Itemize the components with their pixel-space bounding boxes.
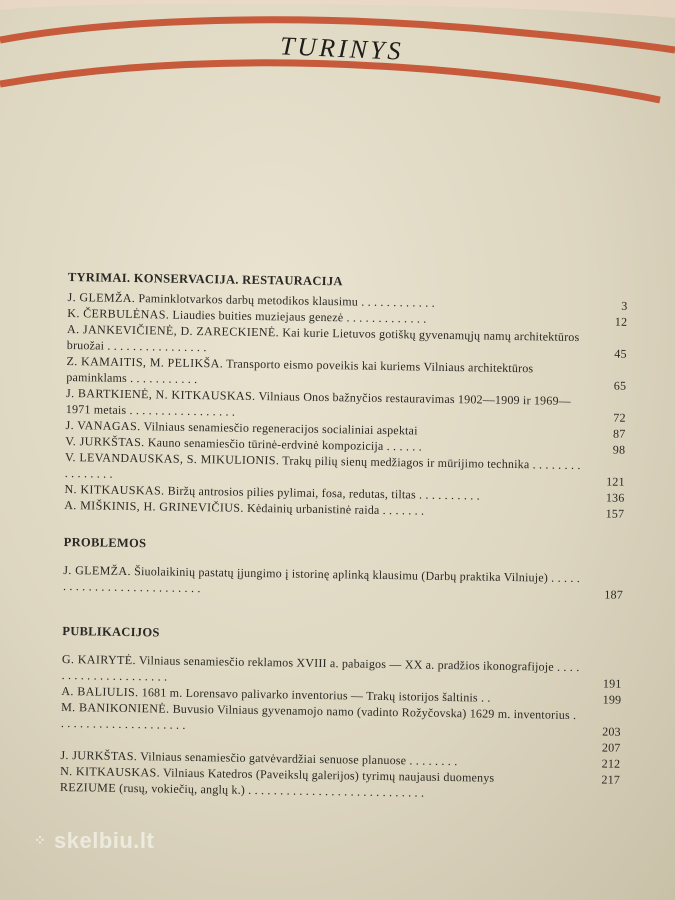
entry-author: J. GLEMŽA. — [67, 289, 136, 306]
entry-author: Z. KAMAITIS, M. PELIKŠA. — [66, 353, 224, 371]
toc-entry: N. KITKAUSKAS. Biržų antrosios pilies pylimai, fosa, redutas, tiltas . . . . . . . . . . 136 — [64, 481, 625, 505]
watermark-dots-icon: ⁘ — [34, 832, 47, 848]
entry-author: J. VANAGAS. — [65, 417, 141, 434]
entry-title: Trakų pilių sienų medžiagos ir mūrijimo technika — [282, 453, 530, 472]
toc-entry: A. MIŠKINIS, H. GRINEVIČIUS. Kėdainių urbanistinė raida . . . . . . . 157 — [64, 497, 625, 521]
entry-title: Vilniaus senamiesčio reklamos XVIII a. pabaigos — XX a. pradžios ikonografijoje — [138, 653, 554, 674]
entry-page: 72 — [613, 410, 626, 425]
entry-author: N. KITKAUSKAS. — [64, 481, 165, 498]
entry-title: Transporto eismo poveikis kai kuriems Vilniaus architektūros paminklams — [66, 356, 534, 385]
entry-title: (rusų, vokiečių, anglų k.) — [119, 780, 246, 797]
entry-page: 65 — [613, 378, 627, 393]
entry-author: N. KITKAUSKAS. — [60, 763, 161, 780]
toc-entry: M. BANIKONIENĖ. Buvusio Vilniaus gyvenamojo namo (vadinto Rožyčovska) 1629 m. inventorius . . . . . . . . . . . . . . . . . . . . . 203 — [60, 699, 621, 739]
entry-author: J. JURKŠTAS. — [60, 747, 138, 764]
entry-page: 3 — [621, 298, 628, 313]
toc-entry: K. ČERBULĖNAS. Liaudies buities muziejaus genezė . . . . . . . . . . . . . 12 — [67, 305, 628, 329]
entry-author: M. BANIKONIENĖ. — [61, 699, 170, 716]
entry-title: Paminklotvarkos darbų metodikos klausimu — [138, 291, 359, 309]
toc-entry: G. KAIRYTĖ. Vilniaus senamiesčio reklamos XVIII a. pabaigos — XX a. pradžios ikonografijoje . . . . . . . . . . . . . . . . . . . . . 191 — [61, 651, 622, 691]
toc-entry: Z. KAMAITIS, M. PELIKŠA. Transporto eismo poveikis kai kuriems Vilniaus architektūros paminklams . . . . . . . . . . . 65 — [66, 353, 627, 393]
watermark-text: skelbiu.lt — [54, 828, 155, 853]
entry-page: 87 — [612, 426, 626, 441]
toc-entry: J. GLEMŽA. Paminklotvarkos darbų metodikos klausimu . . . . . . . . . . . . 3 — [67, 289, 628, 313]
entry-author: A. MIŠKINIS, H. GRINEVIČIUS. — [64, 497, 244, 515]
watermark-logo — [34, 828, 155, 854]
toc-entry: A. JANKEVIČIENĖ, D. ZARECKIENĖ. Kai kurie Lietuvos gotiškų gyvenamųjų namų architektūros bruožai . . . . . . . . . . . . . . . . 45 — [66, 321, 627, 361]
toc-entry: V. JURKŠTAS. Kauno senamiesčio tūrinė-erdvinė kompozicija . . . . . . 98 — [65, 433, 626, 457]
entry-author: J. GLEMŽA. — [63, 562, 132, 579]
entry-author: V. LEVANDAUSKAS, S. MIKULIONIS. — [64, 449, 280, 468]
toc-entry: J. GLEMŽA. Šiuolaikinių pastatų įjungimo į istorinę aplinką klausimu (Darbų praktika Vilniuje) . . . . . . . . . . . . . . . . . . . . . . . . . . . 187 — [62, 562, 624, 602]
section-title-research: TYRIMAI. KONSERVACIJA. RESTAURACIJA — [67, 270, 343, 289]
entry-title: Liaudies buities muziejaus genezė — [172, 307, 344, 325]
page-title: TURINYS — [279, 31, 405, 66]
entry-title: Vilniaus senamiesčio gatvėvardžiai senuose planuose — [140, 749, 407, 768]
entry-author: G. KAIRYTĖ. — [61, 651, 137, 668]
entry-page: 12 — [614, 314, 628, 329]
entry-page: 157 — [605, 506, 625, 521]
toc-entry: A. BALIULIS. 1681 m. Lorensavo palivarko inventorius — Trakų istorijos šaltinis . . 199 — [61, 683, 622, 707]
entry-author: REZIUME — [59, 779, 117, 795]
entry-page: 207 — [601, 740, 621, 755]
entry-page: 217 — [601, 772, 621, 787]
top-stripe-light — [0, 0, 675, 18]
entry-title: Kai kurie Lietuvos gotiškų gyvenamųjų namų architektūros bruožai — [66, 325, 580, 353]
section-title-publications: PUBLIKACIJOS — [62, 623, 160, 640]
entry-page: 199 — [602, 692, 622, 707]
entry-author: J. BARTKIENĖ, N. KITKAUSKAS. — [65, 385, 256, 403]
entry-author: K. ČERBULĖNAS. — [67, 305, 170, 322]
entry-page: 212 — [601, 756, 621, 771]
entry-page: 136 — [605, 490, 625, 505]
entry-title: Biržų antrosios pilies pylimai, fosa, redutas, tiltas — [167, 483, 417, 502]
entry-title: Buvusio Vilniaus gyvenamojo namo (vadinto Rožyčovska) 1629 m. inventorius — [172, 701, 571, 722]
bottom-stripe — [0, 63, 660, 100]
entry-page: 203 — [602, 724, 621, 739]
entry-page: 121 — [606, 474, 625, 489]
table-of-contents — [60, 270, 628, 804]
entry-title: Vilniaus Onos bažnyčios restauravimas 1902—1909 ir 1969—1971 metais — [65, 389, 572, 417]
entry-page: 187 — [604, 587, 624, 602]
toc-entry: J. JURKŠTAS. Vilniaus senamiesčio gatvėvardžiai senuose planuose . . . . . . . . 212 — [60, 747, 621, 771]
toc-entry: J. BARTKIENĖ, N. KITKAUSKAS. Vilniaus Onos bažnyčios restauravimas 1902—1909 ir 1969—1971 metais . . . . . . . . . . . . . . . . . 72 — [65, 385, 626, 425]
entry-author: V. JURKŠTAS. — [65, 433, 145, 450]
entry-title: Vilniaus Katedros (Paveikslų galerijos) tyrimų naujausi duomenys — [162, 765, 495, 785]
entry-page: 191 — [602, 676, 622, 691]
entry-title: Kauno senamiesčio tūrinė-erdvinė kompozicija — [147, 435, 384, 453]
entry-page: 98 — [612, 442, 626, 457]
toc-entry: REZIUME (rusų, vokiečių, anglų k.) . . . . . . . . . . . . . . . . . . . . . . . . . . . . — [59, 779, 425, 800]
entry-title: Vilniaus senamiesčio regeneracijos socialiniai aspektai — [143, 419, 418, 438]
toc-entry: V. LEVANDAUSKAS, S. MIKULIONIS. Trakų pilių sienų medžiagos ir mūrijimo technika . . . . . . . . . . . . . . . . 121 — [64, 449, 625, 489]
section-title-problems: PROBLEMOS — [63, 534, 147, 551]
entry-title: 1681 m. Lorensavo palivarko inventorius — Trakų istorijos šaltinis — [141, 685, 478, 705]
entry-author: A. JANKEVIČIENĖ, D. ZARECKIENĖ. — [66, 321, 280, 340]
entry-page: 45 — [614, 346, 627, 361]
entry-title: Šiuolaikinių pastatų įjungimo į istorinę aplinką klausimu (Darbų praktika Vilniuje) — [134, 564, 549, 585]
entry-title: Kėdainių urbanistinė raida — [246, 500, 380, 517]
entry-author: A. BALIULIS. — [61, 683, 139, 700]
